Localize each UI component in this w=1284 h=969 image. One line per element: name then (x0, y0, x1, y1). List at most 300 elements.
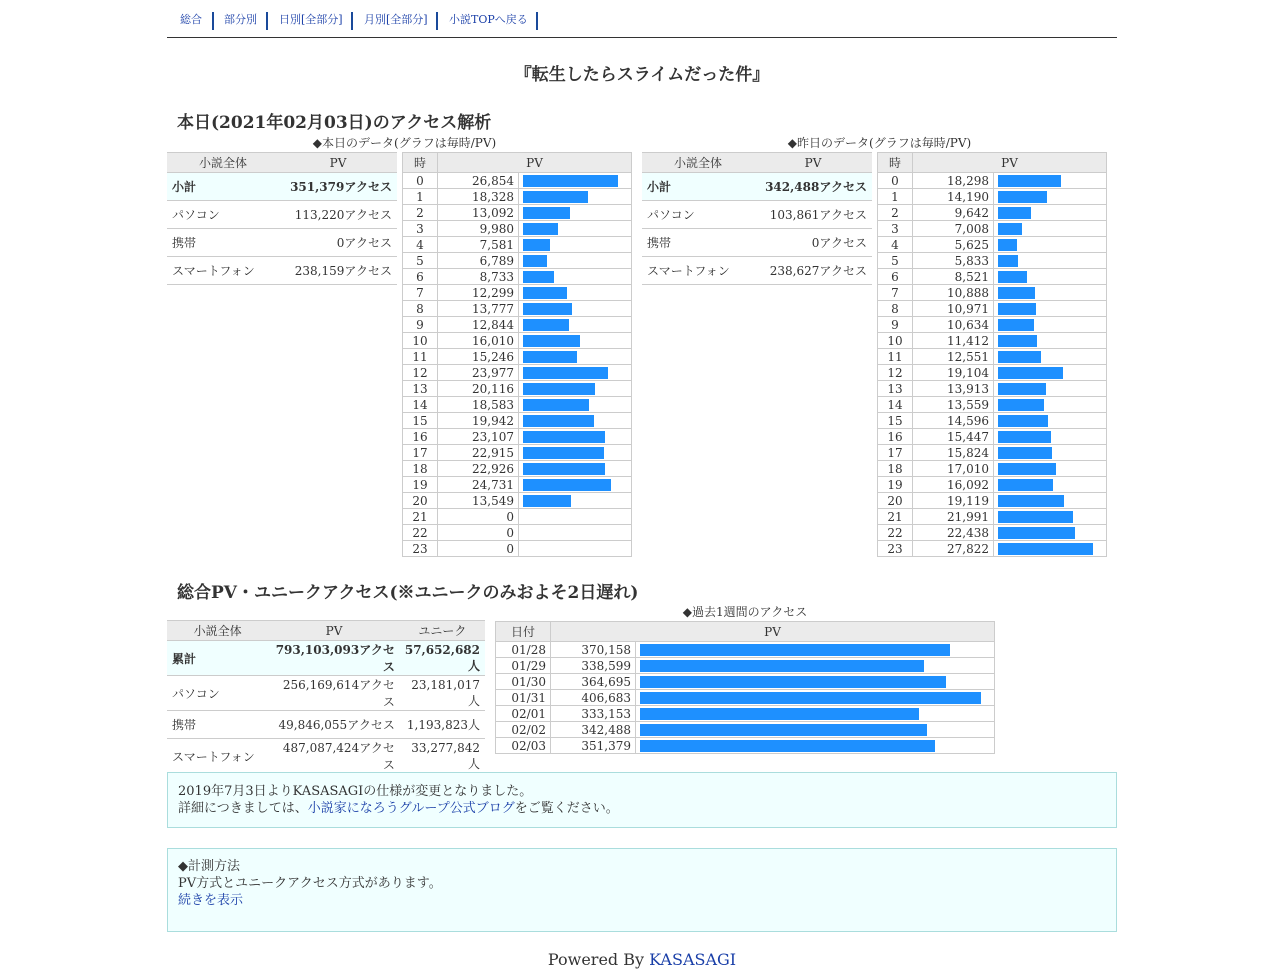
summary-label: 携帯 (642, 229, 754, 257)
week-body (496, 642, 995, 754)
total-label: 携帯 (167, 711, 268, 739)
hour-cell: 8 (403, 301, 438, 317)
bar-cell (636, 706, 995, 722)
yesterday-hourly-table (877, 152, 1107, 557)
summary-value: 238,159アクセス (279, 257, 397, 285)
pv-cell: 0 (438, 525, 519, 541)
nav-overall[interactable]: 総合 (180, 13, 202, 26)
nav-monthly[interactable]: 月別[全部分] (364, 13, 428, 26)
pv-cell: 12,299 (438, 285, 519, 301)
total-pv: 793,103,093アクセス (268, 641, 400, 676)
bar-cell (994, 253, 1107, 269)
total-unique: 23,181,017人 (400, 676, 485, 711)
hour-cell: 13 (878, 381, 913, 397)
hourly-row (403, 285, 632, 301)
pv-cell: 22,926 (438, 461, 519, 477)
hourly-row (403, 269, 632, 285)
pv-cell: 18,583 (438, 397, 519, 413)
pv-cell: 333,153 (551, 706, 636, 722)
col-header: 小説全体 (642, 153, 754, 173)
pv-bar (523, 191, 588, 203)
week-row (496, 722, 995, 738)
bar-cell (994, 541, 1107, 557)
pv-bar (998, 447, 1052, 459)
hourly-row (403, 205, 632, 221)
kasasagi-link[interactable]: KASASAGI (649, 950, 737, 969)
pv-bar (998, 495, 1064, 507)
hourly-row (878, 445, 1107, 461)
pv-bar (523, 479, 611, 491)
hourly-row (403, 189, 632, 205)
summary-value: 238,627アクセス (754, 257, 872, 285)
bar-cell (636, 722, 995, 738)
pv-bar (998, 191, 1047, 203)
bar-cell (519, 269, 632, 285)
col-header: ユニーク (400, 621, 485, 641)
bar-cell (519, 461, 632, 477)
bar-cell (994, 349, 1107, 365)
today-summary-table (167, 152, 397, 285)
hourly-row (878, 525, 1107, 541)
bar-cell (519, 173, 632, 189)
notice-line2 (178, 800, 1106, 817)
hourly-row (878, 381, 1107, 397)
date-cell: 01/30 (496, 674, 551, 690)
pv-bar (523, 207, 570, 219)
date-cell: 01/28 (496, 642, 551, 658)
hour-cell: 4 (403, 237, 438, 253)
hourly-row (403, 461, 632, 477)
pv-bar (998, 175, 1061, 187)
hour-cell: 14 (878, 397, 913, 413)
pv-cell: 21,991 (913, 509, 994, 525)
pv-bar (640, 676, 946, 688)
bar-cell (636, 690, 995, 706)
hour-cell: 4 (878, 237, 913, 253)
hourly-row (878, 477, 1107, 493)
pv-bar (998, 239, 1017, 251)
pv-bar (640, 724, 927, 736)
pv-bar (523, 383, 595, 395)
pv-cell: 19,104 (913, 365, 994, 381)
pv-cell: 22,438 (913, 525, 994, 541)
hour-cell: 11 (403, 349, 438, 365)
pv-cell: 19,119 (913, 493, 994, 509)
summary-row (642, 173, 872, 201)
hour-cell: 8 (878, 301, 913, 317)
hourly-row (878, 173, 1107, 189)
yesterday-summary-table (642, 152, 872, 285)
hourly-row (878, 317, 1107, 333)
pv-cell: 406,683 (551, 690, 636, 706)
summary-value: 0アクセス (279, 229, 397, 257)
summary-row (642, 257, 872, 285)
bar-cell (519, 525, 632, 541)
yesterday-summary-body (642, 173, 872, 285)
bar-cell (636, 674, 995, 690)
total-unique: 1,193,823人 (400, 711, 485, 739)
pv-bar (640, 708, 919, 720)
pv-bar (523, 415, 594, 427)
pv-cell: 8,733 (438, 269, 519, 285)
bar-cell (519, 509, 632, 525)
pv-cell: 342,488 (551, 722, 636, 738)
total-summary-body (167, 641, 485, 774)
pv-bar (640, 660, 924, 672)
notice-line1: 2019年7月3日よりKASASAGIの仕様が変更となりました。 (178, 784, 533, 799)
hour-cell: 0 (878, 173, 913, 189)
hour-cell: 22 (878, 525, 913, 541)
pv-bar (998, 223, 1022, 235)
pv-cell: 11,412 (913, 333, 994, 349)
hourly-row (403, 525, 632, 541)
pv-bar (998, 543, 1093, 555)
notice-prefix: 詳細につきましては、 (178, 801, 308, 816)
pv-cell: 18,298 (913, 173, 994, 189)
bar-cell (519, 397, 632, 413)
total-row (167, 676, 485, 711)
hour-cell: 1 (878, 189, 913, 205)
hour-cell: 5 (878, 253, 913, 269)
pv-cell: 14,190 (913, 189, 994, 205)
pv-cell: 12,551 (913, 349, 994, 365)
bar-cell (519, 221, 632, 237)
footer (167, 950, 1117, 969)
bar-cell (636, 658, 995, 674)
hourly-row (403, 301, 632, 317)
total-unique: 57,652,682人 (400, 641, 485, 676)
pv-bar (640, 692, 981, 704)
bar-cell (994, 285, 1107, 301)
official-blog-link[interactable]: 小説家になろうグループ公式ブログ (307, 801, 515, 816)
pv-cell: 13,559 (913, 397, 994, 413)
hour-cell: 15 (878, 413, 913, 429)
bar-cell (519, 413, 632, 429)
pv-bar (998, 415, 1048, 427)
yesterday-caption: ◆昨日のデータ(グラフは毎時/PV) (787, 136, 972, 150)
pv-bar (523, 223, 558, 235)
week-row (496, 706, 995, 722)
hourly-row (878, 413, 1107, 429)
pv-bar (998, 383, 1046, 395)
col-header: PV (438, 153, 632, 173)
summary-row (642, 201, 872, 229)
nav-daily[interactable]: 日別[全部分] (279, 13, 343, 26)
hourly-row (878, 365, 1107, 381)
total-summary-table (167, 620, 485, 774)
summary-label: パソコン (642, 201, 754, 229)
summary-label: スマートフォン (167, 257, 279, 285)
pv-bar (523, 463, 605, 475)
hourly-row (878, 237, 1107, 253)
hourly-row (403, 317, 632, 333)
pv-bar (998, 319, 1034, 331)
nav-separator (351, 12, 353, 30)
date-cell: 02/02 (496, 722, 551, 738)
summary-label: パソコン (167, 201, 279, 229)
total-label: スマートフォン (167, 739, 268, 774)
hourly-row (878, 397, 1107, 413)
hourly-row (403, 381, 632, 397)
pv-bar (998, 431, 1051, 443)
bar-cell (994, 301, 1107, 317)
pv-cell: 15,246 (438, 349, 519, 365)
bar-cell (519, 253, 632, 269)
col-header: PV (913, 153, 1107, 173)
date-cell: 01/29 (496, 658, 551, 674)
pv-bar (523, 335, 580, 347)
nav-separator (436, 12, 438, 30)
summary-value: 351,379アクセス (279, 173, 397, 201)
pv-bar (523, 431, 605, 443)
hourly-row (403, 445, 632, 461)
pv-bar (998, 511, 1073, 523)
novel-title: 『転生したらスライムだった件』 (514, 65, 770, 85)
bar-cell (994, 525, 1107, 541)
hour-cell: 18 (878, 461, 913, 477)
pv-cell: 338,599 (551, 658, 636, 674)
pv-cell: 27,822 (913, 541, 994, 557)
notice-panel (167, 772, 1117, 828)
total-row (167, 711, 485, 739)
pv-bar (523, 367, 608, 379)
pv-cell: 5,625 (913, 237, 994, 253)
bar-cell (994, 269, 1107, 285)
pv-bar (523, 399, 589, 411)
show-more-link[interactable]: 続きを表示 (178, 893, 244, 908)
pv-cell: 17,010 (913, 461, 994, 477)
hourly-row (403, 173, 632, 189)
bar-cell (994, 237, 1107, 253)
pv-cell: 351,379 (551, 738, 636, 754)
hour-cell: 9 (878, 317, 913, 333)
pv-bar (998, 207, 1031, 219)
summary-value: 342,488アクセス (754, 173, 872, 201)
hourly-row (878, 285, 1107, 301)
hourly-row (878, 269, 1107, 285)
nav-separator (212, 12, 214, 30)
pv-cell: 13,777 (438, 301, 519, 317)
hour-cell: 21 (878, 509, 913, 525)
pv-bar (998, 255, 1018, 267)
hourly-row (878, 221, 1107, 237)
hour-cell: 12 (878, 365, 913, 381)
today-heading: 本日(2021年02月03日)のアクセス解析 (177, 113, 492, 133)
hour-cell: 9 (403, 317, 438, 333)
pv-cell: 10,634 (913, 317, 994, 333)
hourly-row (878, 333, 1107, 349)
hour-cell: 10 (403, 333, 438, 349)
pv-bar (523, 303, 572, 315)
pv-bar (640, 740, 935, 752)
bar-cell (519, 541, 632, 557)
hourly-row (403, 477, 632, 493)
pv-cell: 22,915 (438, 445, 519, 461)
bar-cell (519, 429, 632, 445)
hour-cell: 2 (878, 205, 913, 221)
week-row (496, 690, 995, 706)
bar-cell (519, 317, 632, 333)
pv-cell: 23,107 (438, 429, 519, 445)
nav-novel-top[interactable]: 小説TOPへ戻る (449, 13, 528, 26)
col-header: 時 (403, 153, 438, 173)
summary-label: スマートフォン (642, 257, 754, 285)
summary-label: 小計 (642, 173, 754, 201)
summary-value: 113,220アクセス (279, 201, 397, 229)
hourly-row (403, 253, 632, 269)
col-header: PV (268, 621, 400, 641)
pv-bar (998, 303, 1036, 315)
pv-cell: 13,549 (438, 493, 519, 509)
pv-cell: 18,328 (438, 189, 519, 205)
hourly-row (403, 541, 632, 557)
bar-cell (519, 333, 632, 349)
bar-cell (994, 333, 1107, 349)
bar-cell (994, 189, 1107, 205)
pv-bar (523, 239, 550, 251)
bar-cell (519, 381, 632, 397)
col-header: 小説全体 (167, 621, 268, 641)
hourly-row (878, 301, 1107, 317)
pv-cell: 15,824 (913, 445, 994, 461)
top-navigation (167, 11, 1117, 38)
summary-row (642, 229, 872, 257)
hour-cell: 16 (403, 429, 438, 445)
total-unique: 33,277,842人 (400, 739, 485, 774)
total-pv: 256,169,614アクセス (268, 676, 400, 711)
pv-cell: 14,596 (913, 413, 994, 429)
summary-value: 103,861アクセス (754, 201, 872, 229)
pv-cell: 13,092 (438, 205, 519, 221)
hour-cell: 10 (878, 333, 913, 349)
method-body: PV方式とユニークアクセス方式があります。 (178, 876, 442, 891)
week-table (495, 621, 995, 754)
pv-bar (523, 255, 547, 267)
total-heading: 総合PV・ユニークアクセス(※ユニークのみおよそ2日遅れ) (177, 583, 639, 603)
hourly-row (878, 429, 1107, 445)
hour-cell: 13 (403, 381, 438, 397)
pv-cell: 7,581 (438, 237, 519, 253)
pv-cell: 6,789 (438, 253, 519, 269)
hourly-row (403, 237, 632, 253)
hour-cell: 20 (878, 493, 913, 509)
pv-bar (998, 479, 1053, 491)
bar-cell (636, 738, 995, 754)
nav-separator (266, 12, 268, 30)
hour-cell: 6 (878, 269, 913, 285)
hour-cell: 17 (878, 445, 913, 461)
hour-cell: 7 (403, 285, 438, 301)
hour-cell: 11 (878, 349, 913, 365)
col-header: 時 (878, 153, 913, 173)
bar-cell (519, 301, 632, 317)
bar-cell (994, 221, 1107, 237)
hour-cell: 1 (403, 189, 438, 205)
pv-bar (998, 527, 1075, 539)
bar-cell (994, 317, 1107, 333)
hourly-row (403, 413, 632, 429)
today-hourly-body (403, 173, 632, 557)
week-row (496, 642, 995, 658)
hour-cell: 19 (878, 477, 913, 493)
summary-row (167, 201, 397, 229)
pv-bar (523, 271, 554, 283)
pv-cell: 19,942 (438, 413, 519, 429)
hourly-row (878, 349, 1107, 365)
pv-cell: 10,971 (913, 301, 994, 317)
pv-bar (640, 644, 950, 656)
hour-cell: 18 (403, 461, 438, 477)
col-header: PV (754, 153, 872, 173)
summary-row (167, 173, 397, 201)
col-header: PV (279, 153, 397, 173)
hourly-row (403, 349, 632, 365)
col-header: 日付 (496, 622, 551, 642)
hour-cell: 7 (878, 285, 913, 301)
footer-prefix: Powered By (547, 950, 650, 969)
bar-cell (994, 413, 1107, 429)
col-header: 小説全体 (167, 153, 279, 173)
bar-cell (519, 477, 632, 493)
pv-cell: 13,913 (913, 381, 994, 397)
bar-cell (519, 493, 632, 509)
today-caption: ◆本日のデータ(グラフは毎時/PV) (312, 136, 497, 150)
summary-row (167, 257, 397, 285)
pv-bar (998, 367, 1063, 379)
pv-bar (998, 351, 1041, 363)
pv-cell: 12,844 (438, 317, 519, 333)
hourly-row (403, 221, 632, 237)
pv-bar (523, 319, 569, 331)
pv-cell: 0 (438, 509, 519, 525)
bar-cell (519, 365, 632, 381)
hour-cell: 15 (403, 413, 438, 429)
hourly-row (403, 333, 632, 349)
bar-cell (994, 429, 1107, 445)
hour-cell: 21 (403, 509, 438, 525)
bar-cell (519, 349, 632, 365)
pv-bar (998, 287, 1035, 299)
hour-cell: 2 (403, 205, 438, 221)
bar-cell (994, 445, 1107, 461)
hourly-row (403, 397, 632, 413)
hourly-row (878, 253, 1107, 269)
bar-cell (519, 189, 632, 205)
hour-cell: 12 (403, 365, 438, 381)
bar-cell (994, 477, 1107, 493)
hour-cell: 5 (403, 253, 438, 269)
pv-cell: 364,695 (551, 674, 636, 690)
pv-cell: 7,008 (913, 221, 994, 237)
pv-cell: 24,731 (438, 477, 519, 493)
hour-cell: 3 (403, 221, 438, 237)
hourly-row (878, 189, 1107, 205)
pv-cell: 0 (438, 541, 519, 557)
bar-cell (994, 365, 1107, 381)
pv-bar (998, 399, 1044, 411)
nav-separator (536, 12, 538, 30)
pv-cell: 26,854 (438, 173, 519, 189)
nav-by-part[interactable]: 部分別 (224, 13, 257, 26)
bar-cell (519, 285, 632, 301)
pv-bar (523, 447, 604, 459)
yesterday-hourly-body (878, 173, 1107, 557)
bar-cell (994, 205, 1107, 221)
hour-cell: 14 (403, 397, 438, 413)
hourly-row (878, 541, 1107, 557)
hour-cell: 19 (403, 477, 438, 493)
bar-cell (519, 205, 632, 221)
